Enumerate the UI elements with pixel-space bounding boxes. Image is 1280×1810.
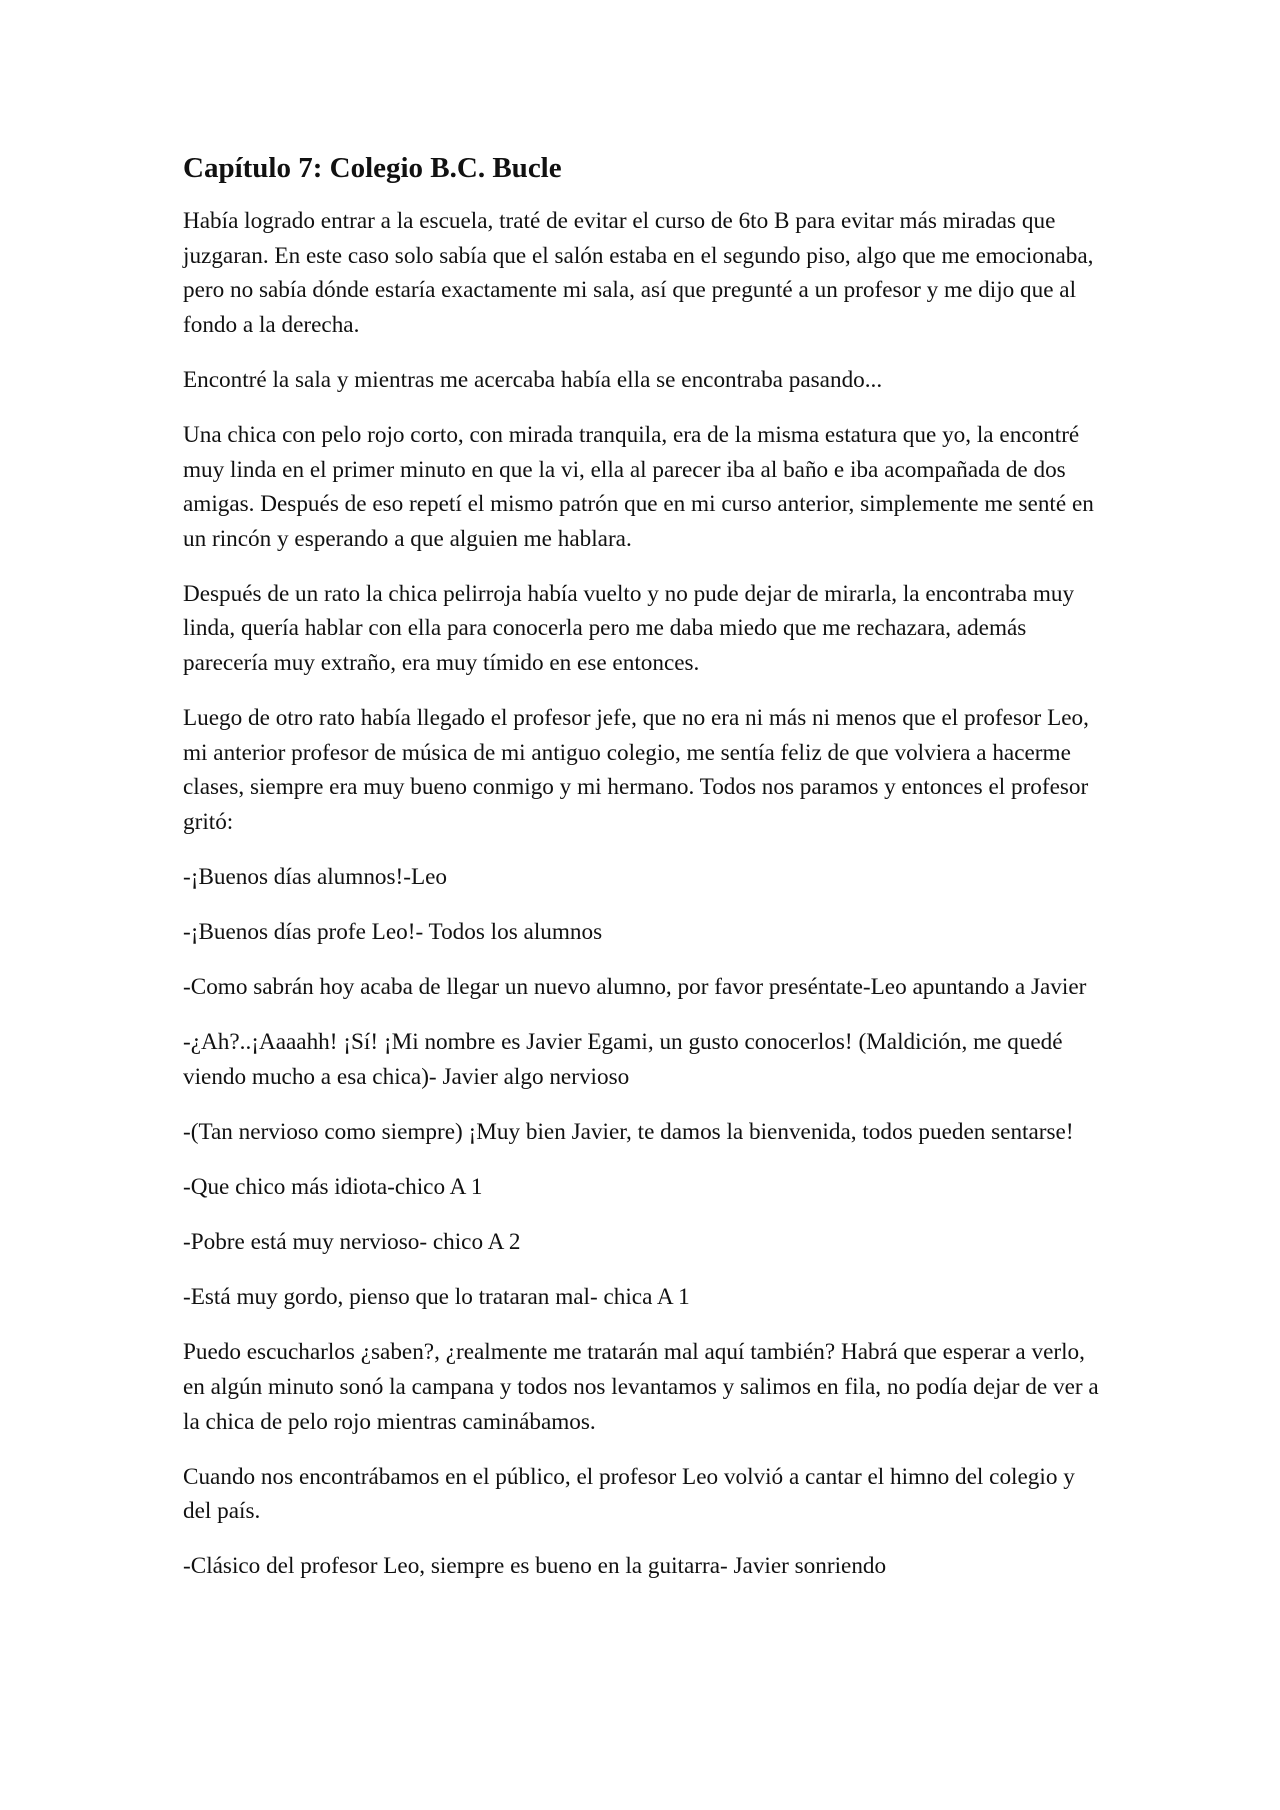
document-page [183, 150, 1105, 1604]
dialogue-line-3: -Como sabrán hoy acaba de llegar un nuevo alumno, por favor preséntate-Leo apuntando a Javier [183, 974, 1087, 1001]
paragraph-1: Había logrado entrar a la escuela, traté de evitar el curso de 6to B para evitar más miradas que juzgaran. En este caso solo sabía que el salón estaba en el segundo piso, algo que me emocionaba, pero no sabía dónde estaría exactamente mi sala, así que pregunté a un profesor y me dijo que al fondo a la derecha. [183, 208, 1094, 338]
paragraph-5: Luego de otro rato había llegado el profesor jefe, que no era ni más ni menos que el profesor Leo, mi anterior profesor de música de mi antiguo colegio, me sentía feliz de que volviera a hacerme clases, siempre era muy bueno conmigo y mi hermano. Todos nos paramos y entonces el profesor gritó: [183, 705, 1089, 835]
paragraph-3: Una chica con pelo rojo corto, con mirada tranquila, era de la misma estatura que yo, la encontré muy linda en el primer minuto en que la vi, ella al parecer iba al baño e iba acompañada de dos amigas. Después de eso repetí el mismo patrón que en mi curso anterior, simplemente me senté en un rincón y esperando a que alguien me hablara. [183, 421, 1094, 552]
dialogue-line-7: -Pobre está muy nervioso- chico A 2 [183, 1229, 521, 1256]
chapter-title: Capítulo 7: Colegio B.C. Bucle [183, 152, 562, 184]
dialogue-line-4: -¿Ah?..¡Aaaahh! ¡Sí! ¡Mi nombre es Javier Egami, un gusto conocerlos! (Maldición, me quedé viendo mucho a esa chica)- Javier algo nervioso [183, 1029, 1063, 1090]
dialogue-line-5: -(Tan nervioso como siempre) ¡Muy bien Javier, te damos la bienvenida, todos pueden sentarse! [183, 1118, 1074, 1145]
dialogue-line-6: -Que chico más idiota-chico A 1 [183, 1174, 483, 1201]
dialogue-line-2: -¡Buenos días profe Leo!- Todos los alumnos [183, 919, 603, 946]
paragraph-7: Cuando nos encontrábamos en el público, el profesor Leo volvió a cantar el himno del colegio y del país. [183, 1463, 1075, 1525]
paragraph-2: Encontré la sala y mientras me acercaba había ella se encontraba pasando... [183, 366, 883, 393]
dialogue-line-8: -Está muy gordo, pienso que lo trataran mal- chica A 1 [183, 1284, 690, 1311]
dialogue-line-1: -¡Buenos días alumnos!-Leo [183, 864, 448, 890]
dialogue-line-9: -Clásico del profesor Leo, siempre es bueno en la guitarra- Javier sonriendo [183, 1553, 887, 1580]
paragraph-4: Después de un rato la chica pelirroja había vuelto y no pude dejar de mirarla, la encontraba muy linda, quería hablar con ella para conocerla pero me daba miedo que me rechazara, además parecería muy extraño, era muy tímido en ese entonces. [183, 580, 1075, 677]
paragraph-6: Puedo escucharlos ¿saben?, ¿realmente me tratarán mal aquí también? Habrá que esperar a verlo, en algún minuto sonó la campana y todos nos levantamos y salimos en fila, no podía dejar de ver a la chica de pelo rojo mientras caminábamos. [183, 1339, 1099, 1435]
